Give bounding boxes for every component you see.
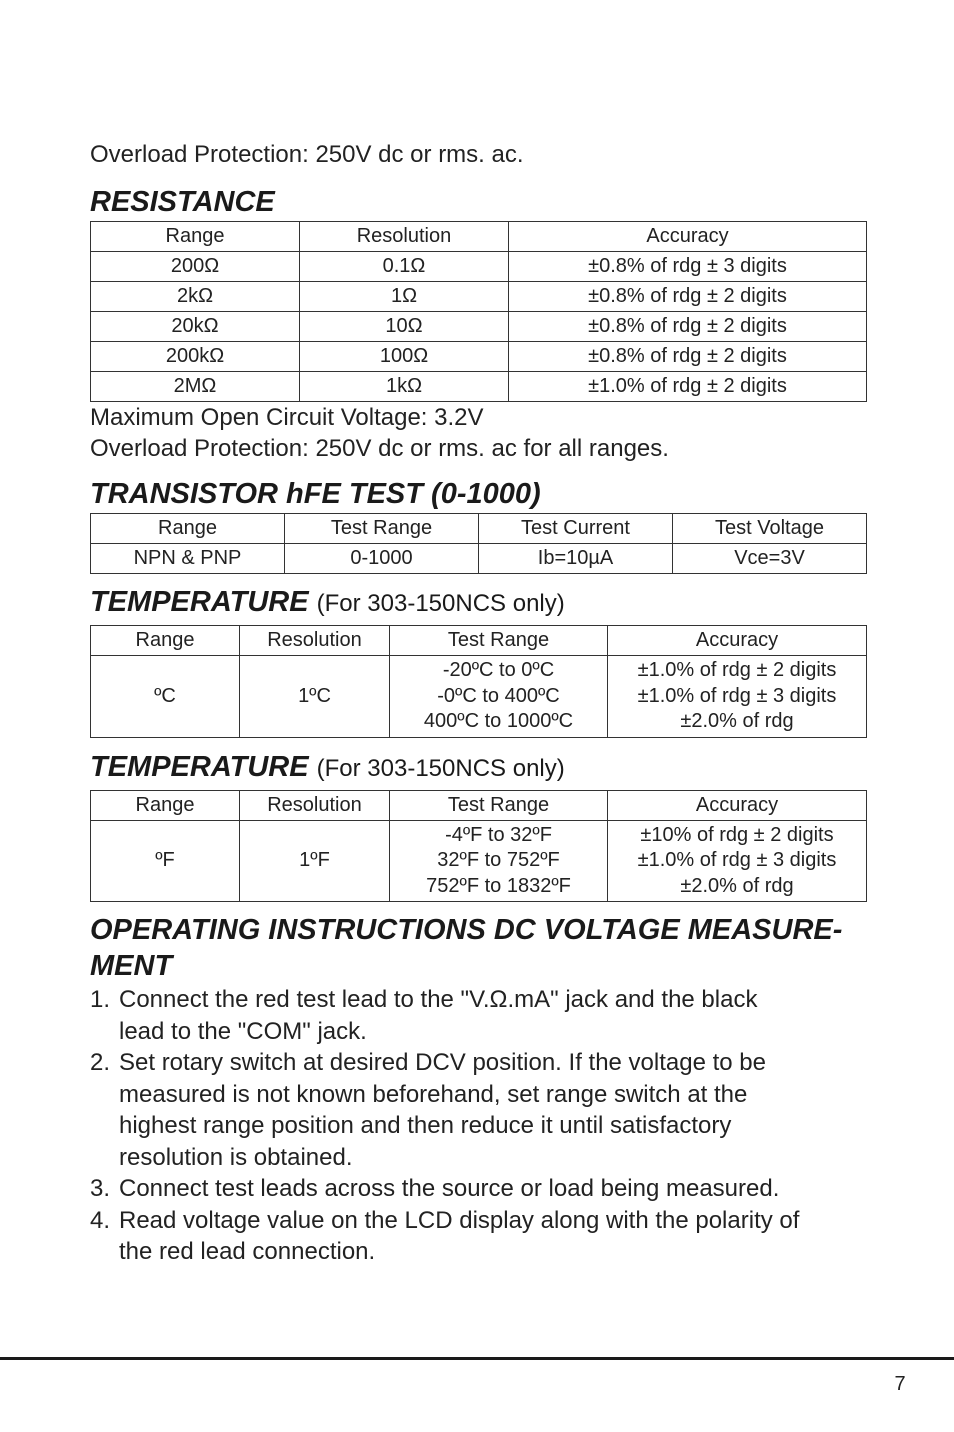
table-row [91,252,867,282]
table-cell: 1ºF [240,820,390,902]
resistance-table [90,221,867,402]
table-row [91,656,867,738]
column-header: Test Range [285,514,479,544]
table-row [91,820,867,902]
table-cell: Vce=3V [673,544,867,574]
temperature-fahrenheit-heading [90,749,866,787]
table-cell: 1ºC [240,656,390,738]
column-header: Test Range [390,790,608,820]
test-range-line: -0ºC to 400ºC [437,684,560,707]
table-cell: 200Ω [91,252,300,282]
column-header: Resolution [240,790,390,820]
heading-line: OPERATING INSTRUCTIONS DC VOLTAGE MEASURE- [90,914,843,946]
step-line: highest range position and then reduce it until satisfactory [119,1112,732,1139]
accuracy-line: ±1.0% of rdg ± 3 digits [637,849,837,871]
step-line: Set rotary switch at desired DCV position. If the voltage to be [119,1049,766,1076]
accuracy-cell [608,656,867,738]
column-header: Resolution [240,626,390,656]
column-header: Range [91,514,285,544]
instruction-step [90,1047,866,1173]
table-cell: 200kΩ [91,342,300,372]
accuracy-line: ±1.0% of rdg ± 3 digits [637,684,837,707]
step-number: 1. [90,986,111,1013]
accuracy-line: ±2.0% of rdg [680,874,794,897]
test-range-cell [390,820,608,902]
heading-title: TEMPERATURE [90,586,309,618]
temperature-celsius-table [90,625,867,738]
instruction-step [90,1205,866,1268]
table-cell: ±0.8% of rdg ± 2 digits [509,282,867,312]
table-cell: ºC [91,656,240,738]
resistance-overload-note: Overload Protection: 250V dc or rms. ac for all ranges. [90,435,669,462]
table-cell: 1kΩ [300,372,509,402]
heading-title: TEMPERATURE [90,750,309,783]
table-cell: NPN & PNP [91,544,285,574]
footer-divider [0,1357,954,1360]
column-header: Range [91,626,240,656]
operating-instructions-heading [90,912,866,984]
table-row [91,342,867,372]
table-cell: ºF [91,820,240,902]
heading-subtitle: (For 303-150NCS only) [316,590,565,617]
heading-line: MENT [90,950,173,982]
transistor-heading: TRANSISTOR hFE TEST (0-1000) [90,478,541,510]
table-cell: ±0.8% of rdg ± 2 digits [509,312,867,342]
temperature-fahrenheit-table [90,790,867,903]
table-cell: ±1.0% of rdg ± 2 digits [509,372,867,402]
table-header-row [91,790,867,820]
transistor-table [90,513,867,574]
table-cell: 100Ω [300,342,509,372]
column-header: Accuracy [509,222,867,252]
table-cell: 2kΩ [91,282,300,312]
table-cell: 2MΩ [91,372,300,402]
accuracy-line: ±2.0% of rdg [680,710,794,732]
table-row [91,312,867,342]
column-header: Range [91,790,240,820]
table-cell: Ib=10µA [479,544,673,574]
resistance-heading: RESISTANCE [90,186,275,218]
step-line: Connect the red test lead to the "V.Ω.mA" jack and the black [119,986,758,1013]
table-cell: 0.1Ω [300,252,509,282]
page-number: 7 [894,1373,906,1395]
step-number: 2. [90,1049,111,1076]
column-header: Test Voltage [673,514,867,544]
table-header-row [91,514,867,544]
table-row [91,544,867,574]
table-cell: 20kΩ [91,312,300,342]
column-header: Range [91,222,300,252]
column-header: Test Range [390,626,608,656]
test-range-line: -4ºF to 32ºF [445,823,552,846]
step-number: 4. [90,1206,111,1234]
table-cell: ±0.8% of rdg ± 2 digits [509,342,867,372]
table-header-row [91,222,867,252]
column-header: Test Current [479,514,673,544]
overload-protection-note: Overload Protection: 250V dc or rms. ac. [90,141,524,168]
step-line: Read voltage value on the LCD display along with the polarity of [119,1206,800,1234]
step-line: resolution is obtained. [119,1143,353,1171]
accuracy-line: ±1.0% of rdg ± 2 digits [637,659,837,681]
step-line: Connect test leads across the source or load being measured. [119,1175,780,1202]
accuracy-line: ±10% of rdg ± 2 digits [640,823,834,846]
step-number: 3. [90,1175,111,1202]
instruction-step [90,984,866,1047]
page-content [90,139,866,1268]
instruction-step [90,1173,866,1205]
heading-subtitle: (For 303-150NCS only) [316,754,565,782]
table-cell: ±0.8% of rdg ± 3 digits [509,252,867,282]
column-header: Accuracy [608,626,867,656]
max-open-circuit-voltage-note: Maximum Open Circuit Voltage: 3.2V [90,404,484,431]
test-range-line: 32ºF to 752ºF [437,849,560,871]
step-line: lead to the "COM" jack. [119,1017,367,1045]
table-row [91,282,867,312]
temperature-celsius-heading [90,584,866,622]
accuracy-cell [608,820,867,902]
test-range-line: -20ºC to 0ºC [442,659,555,681]
column-header: Accuracy [608,790,867,820]
table-header-row [91,626,867,656]
instruction-steps [90,984,866,1268]
test-range-cell [390,656,608,738]
test-range-line: 400ºC to 1000ºC [423,710,574,732]
test-range-line: 752ºF to 1832ºF [426,874,571,897]
table-cell: 10Ω [300,312,509,342]
table-row [91,372,867,402]
column-header: Resolution [300,222,509,252]
table-cell: 1Ω [300,282,509,312]
step-line: the red lead connection. [119,1238,376,1265]
step-line: measured is not known beforehand, set range switch at the [119,1080,748,1108]
table-cell: 0-1000 [285,544,479,574]
